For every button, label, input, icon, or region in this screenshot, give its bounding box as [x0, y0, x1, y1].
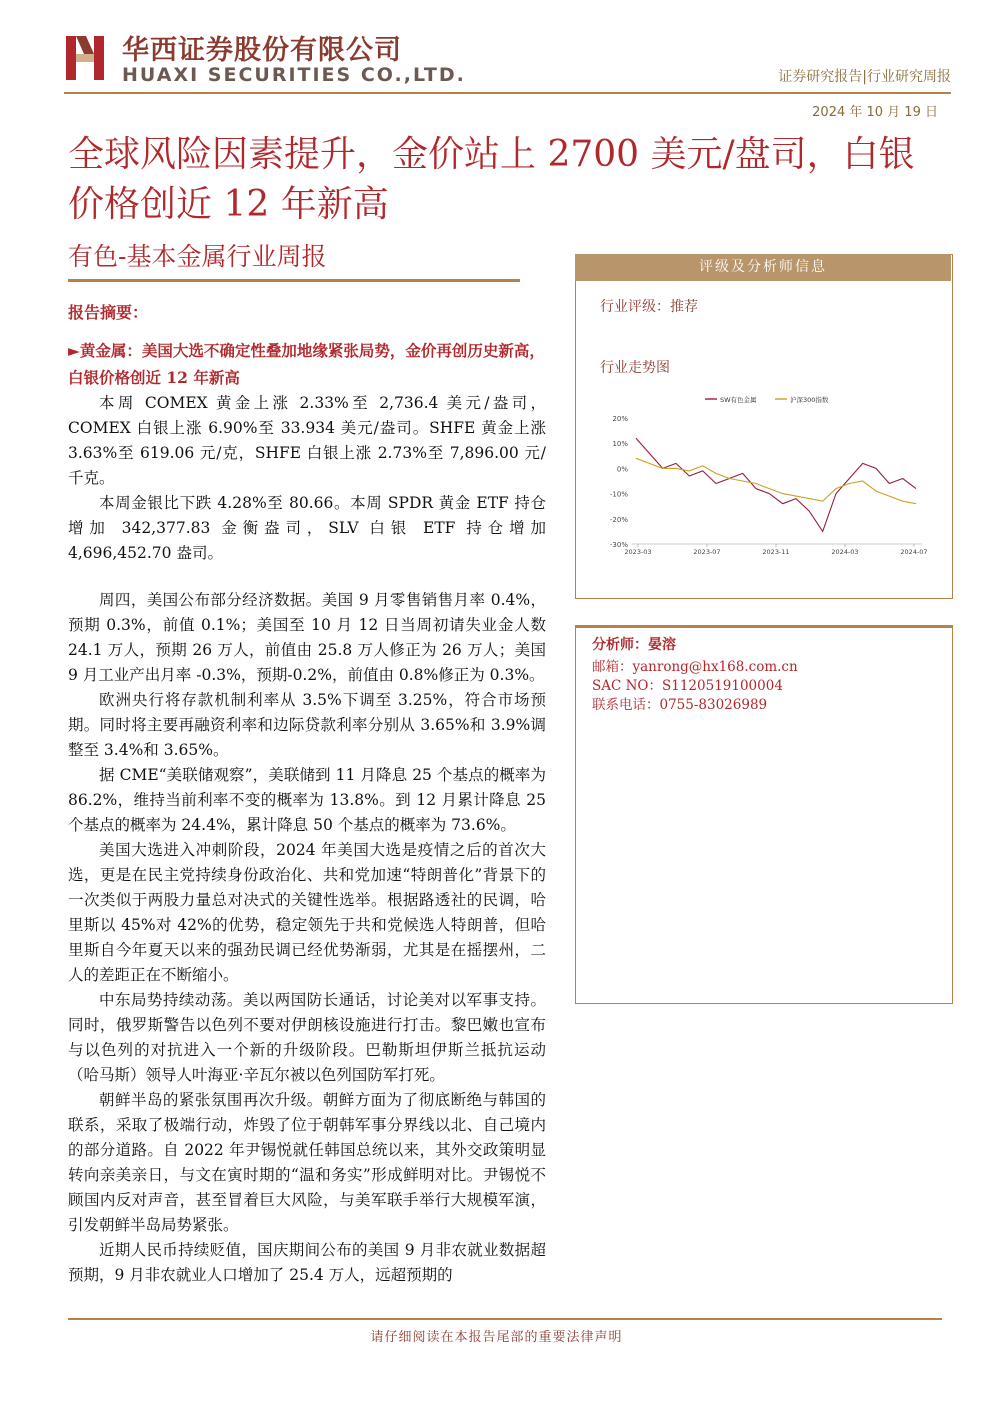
series-line-0: [636, 438, 916, 531]
precious-metals-headline: ►黄金属：美国大选不确定性叠加地缘紧张局势，金价再创历史新高，白银价格创近 12 年新高: [68, 341, 545, 387]
paragraph: 美国大选进入冲刺阶段，2024 年美国大选是疫情之后的首次大选，更是在民主党持续身份政治化、共和党加速“特朗普化”背景下的一次类似于两股力量总对决式的关键性选举。根据路透社的民调，哈里斯以 45%对 42%的优势，稳定领先于共和党候选人特朗普，但哈里斯自今年夏天以来的强劲民调已经优势渐弱，尤其是在摇摆州，二人的差距正在不断缩小。: [68, 841, 546, 984]
paragraph: 周四，美国公布部分经济数据。美国 9 月零售销售月率 0.4%，预期 0.3%，前值 0.1%；美国至 10 月 12 日当周初请失业金人数 24.1 万人，预期 26 万人，前值由 25.8 万人修正为 26 万人；美国 9 月工业产出月率 -0.3%，预期-0.2%，前值由 0.8%修正为 0.3%。: [68, 591, 546, 684]
chart-axes: [610, 415, 928, 556]
analyst-sac: SAC NO：S1120519100004: [592, 678, 783, 694]
footer-divider: [68, 1318, 942, 1320]
legend-label: SW有色金属: [720, 396, 757, 404]
legal-notice: 请仔细阅读在本报告尾部的重要法律声明: [370, 1330, 623, 1345]
company-name-en: HUAXI SECURITIES CO.,LTD.: [122, 64, 466, 86]
paragraph: 本周金银比下跌 4.28%至 80.66。本周 SPDR 黄金 ETF 持仓增加 342,377.83 金衡盎司，SLV 白银 ETF 持仓增加 4,696,452.70 盎司。: [68, 494, 546, 562]
paragraph: 中东局势持续动荡。美以两国防长通话，讨论美对以军事支持。同时，俄罗斯警告以色列不要对伊朗核设施进行打击。黎巴嫩也宣布与以色列的对抗进入一个新的升级阶段。巴勒斯坦伊斯兰抵抗运动（哈马斯）领导人叶海亚·辛瓦尔被以色列国防军打死。: [68, 991, 546, 1084]
huaxi-logo-icon: [64, 32, 110, 84]
trend-chart-label: 行业走势图: [600, 360, 670, 376]
analyst-email: 邮箱：yanrong@hx168.com.cn: [592, 659, 798, 675]
industry-trend-chart: [600, 382, 930, 567]
header-divider: [64, 92, 951, 94]
analyst-phone: 联系电话：0755-83026989: [592, 697, 768, 713]
legend-label: 沪深300指数: [790, 396, 829, 404]
y-tick-label: -30%: [609, 541, 628, 549]
report-title: 全球风险因素提升，金价站上 2700 美元/盘司，白银价格创近 12 年新高: [68, 134, 915, 225]
report-subtitle: 有色-基本金属行业周报: [68, 242, 327, 271]
paragraph: 朝鲜半岛的紧张氛围再次升级。朝鲜方面为了彻底断绝与韩国的联系，采取了极端行动，炸毁了位于朝韩军事分界线以北、自己境内的部分道路。自 2022 年尹锡悦就任韩国总统以来，其外交政策明显转向亲美亲日，与文在寅时期的“温和务实”形成鲜明对比。尹锡悦不顾国内反对声音，甚至冒着巨大风险，与美军联手举行大规模军演，引发朝鲜半岛局势紧张。: [68, 1091, 546, 1234]
x-tick-label: 2024-07: [900, 548, 928, 556]
report-date: 2024 年 10 月 19 日: [812, 105, 938, 120]
paragraph: 本周 COMEX 黄金上涨 2.33%至 2,736.4 美元/盎司，COMEX 白银上涨 6.90%至 33.934 美元/盎司。SHFE 黄金上涨 3.63%至 619.06 元/克，SHFE 白银上涨 2.73%至 7,896.00 元/千克。: [68, 394, 546, 487]
x-tick-label: 2023-11: [762, 548, 790, 556]
y-tick-label: 0%: [616, 465, 628, 474]
subtitle-divider: [68, 279, 520, 282]
y-tick-label: -20%: [609, 515, 628, 524]
x-tick-label: 2023-03: [624, 548, 652, 556]
y-tick-label: 20%: [612, 415, 628, 423]
summary-heading: 报告摘要：: [68, 303, 149, 322]
paragraph: 近期人民币持续贬值，国庆期间公布的美国 9 月非农就业数据超预期，9 月非农就业人口增加了 25.4 万人，远超预期的: [68, 1241, 546, 1284]
paragraph: 据 CME“美联储观察”，美联储到 11 月降息 25 个基点的概率为 86.2%，维持当前利率不变的概率为 13.8%。到 12 月累计降息 25 个基点的概率为 24.4%，累计降息 50 个基点的概率为 73.6%。: [68, 766, 546, 834]
x-tick-label: 2024-03: [831, 548, 859, 556]
x-tick-label: 2023-07: [693, 548, 721, 556]
report-type-label: 证券研究报告|行业研究周报: [778, 69, 951, 85]
chart-legend: [705, 395, 829, 404]
company-name-cn: 华西证券股份有限公司: [122, 35, 402, 66]
industry-rating: 行业评级：推荐: [600, 299, 698, 315]
analyst-name: 分析师：晏溶: [592, 637, 676, 653]
y-tick-label: -10%: [609, 490, 628, 499]
y-tick-label: 10%: [612, 440, 628, 449]
rating-panel-heading: 评级及分析师信息: [575, 254, 951, 281]
paragraph: 欧洲央行将存款机制利率从 3.5%下调至 3.25%，符合市场预期。同时将主要再融资利率和边际贷款利率分别从 3.65%和 3.9%调整至 3.4%和 3.65%。: [68, 691, 546, 759]
chart-lines: [636, 438, 916, 531]
summary-section: [68, 300, 546, 1288]
